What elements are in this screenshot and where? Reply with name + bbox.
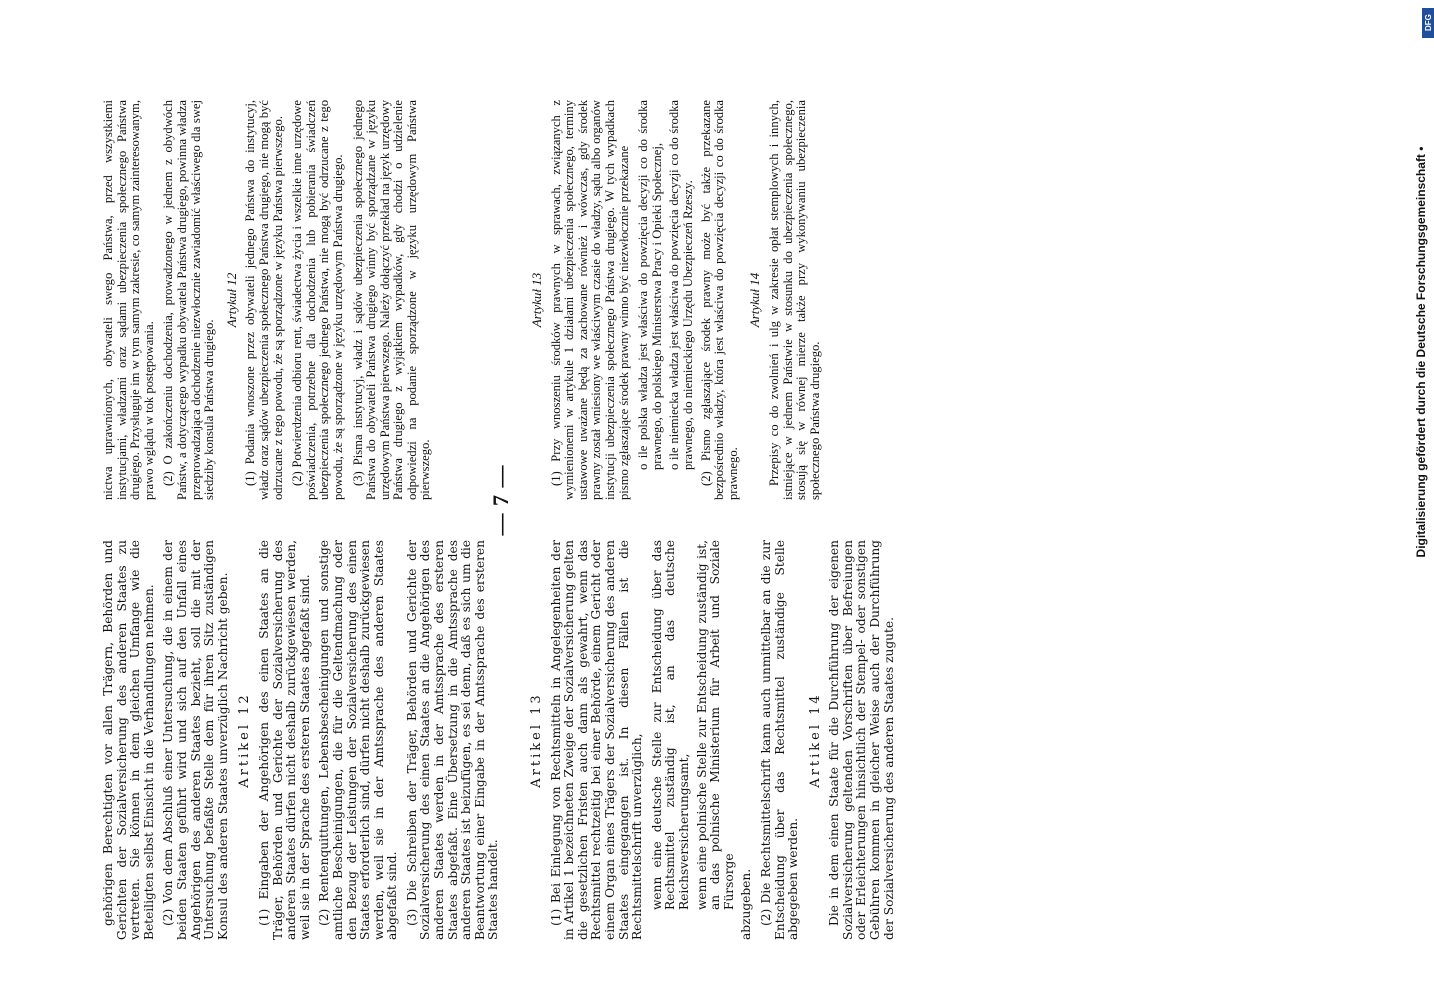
dfg-logo: DFG	[1422, 8, 1434, 38]
article-heading: Artikel 12	[237, 692, 253, 788]
article-heading: Artikel 14	[807, 692, 823, 788]
paragraph: nictwa uprawnionych, obywateli swego Państwa, przed wszystkiemi instytucjami, władzami oraz sądami ubezpieczenia społecznego Państwa drugiego. Przysługuje im w tym samym zakresie, co samym zainteresowanym, prawo wglądu w tok postępowania.	[101, 100, 156, 500]
paragraph: (2) Potwierdzenia odbioru rent, świadectwa życia i wszelkie inne urzędowe poświadczenia, potrzebne dla dochodzenia lub pobierania świadczeń ubezpieczenia społecznego jednego Państwa, nie mogą być odrzucane z tego powodu, że są sporządzone w języku urzędowym Państwa drugiego.	[290, 100, 345, 500]
polish-column-lower	[522, 100, 828, 500]
paragraph: Przepisy co do zwolnień i ulg w zakresie opłat stemplowych i innych, istniejące w jednem Państwie w stosunku do ubezpieczenia społecznego, stosują się w równej mierze także przy wykonywaniu ubezpieczenia społecznego Państwa drugiego.	[766, 100, 822, 500]
indented-clause: o ile niemiecka władza jest właściwa do powzięcia decyzji co do środka prawnego, do niemieckiego Urzędu Ubezpieczeń Rzeszy.	[667, 100, 695, 470]
paragraph: (2) Pismo zgłaszające środek prawny może być także przekazane bezpośrednio władzy, która jest właściwa do powzięcia decyzji co do środka prawnego.	[698, 100, 740, 500]
indented-clause: wenn eine deutsche Stelle zur Entscheidung über das Rechtsmittel zuständig ist, an das deutsche Reichsversicherungsamt,	[649, 540, 691, 910]
paragraph: (3) Die Schreiben der Träger, Behörden und Gerichte der Sozialversicherung des einen Staates an die Angehörigen des anderen Staates werden in der Amtssprache des ersteren Staates abgefaßt. Eine Übersetzung in die Amtssprache des anderen Staates ist beizufügen, es sei denn, daß es sich um die Beantwortung einer Eingabe in der Amtssprache des ersteren Staates handelt.	[404, 540, 501, 940]
indented-clause: o ile polska władza jest właściwa do powzięcia decyzji co do środka prawnego, do polskiego Ministerstwa Pracy i Opieki Społecznej,	[636, 100, 664, 470]
paragraph: (2) Rentenquittungen, Lebensbescheinigungen und sonstige amtliche Bescheinigungen, die für die Geltendmachung oder den Bezug der Leistungen der Sozialversicherung des einen Staates erforderlich sind, dürfen nicht deshalb zurückgewiesen werden, weil sie in der Amtssprache des anderen Staates abgefaßt sind.	[317, 540, 400, 940]
paragraph: (3) Pisma instytucyj, władz i sądów ubezpieczenia społecznego jednego Państwa do obywateli Państwa drugiego winny być sporządzane w języku urzędowym Państwa pierwszego. Należy dołączyć przekład na język urzędowy Państwa drugiego z wyjątkiem wypadków, gdy chodzi o udzielenie odpowiedzi na podanie sporządzone w języku urzędowym Państwa pierwszego.	[350, 100, 433, 500]
page-number: — 7 —	[488, 464, 513, 536]
article-heading: Artykuł 13	[529, 272, 544, 328]
paragraph: (2) O zakończeniu dochodzenia, prowadzonego w jednem z obydwóch Państw, a dotyczącego wypadku obywatela Państwa drugiego, powinna władza przeprowadzająca dochodzenie niezwłocznie zawiadomić właściwego dla swej siedziby konsula Państwa drugiego.	[161, 100, 217, 500]
paragraph: (1) Bei Einlegung von Rechtsmitteln in Angelegenheiten der in Artikel 1 bezeichneten Zweige der Sozialversicherung gelten die gesetzlichen Fristen auch dann als gewahrt, wenn das Rechtsmittel rechtzeitig bei einer Behörde, einem Gericht oder einem Organ eines Trägers der Sozialversicherung des anderen Staates eingegangen ist. In diesen Fällen ist die Rechtsmittelschrift unverzüglich,	[548, 540, 645, 940]
paragraph: abzugeben.	[739, 868, 754, 940]
rotated-sheet	[80, 60, 1380, 940]
paragraph: (1) Przy wnoszeniu środków prawnych w sprawach, związanych z wymienionemi w artykule 1 działami ubezpieczenia społecznego, terminy ustawowe uważane będą za zachowane również i wówczas, gdy środek prawny został wniesiony we właściwym czasie do władzy, sądu albo organów instytucji ubezpieczenia społecznego Państwa drugiego. W tych wypadkach pismo zgłaszające środek prawny winno być niezwłocznie przekazane	[548, 100, 631, 500]
indented-clause: wenn eine polnische Stelle zur Entscheidung zuständig ist, an das polnische Ministerium für Arbeit und Soziale Fürsorge	[694, 540, 736, 910]
polish-column-upper	[102, 100, 439, 500]
article-heading: Artykuł 14	[747, 272, 763, 328]
digitization-note: Digitalisierung gefördert durch die Deutsche Forschungsgemeinschaft •	[1414, 146, 1428, 558]
paragraph: Die in dem einen Staate für die Durchführung der eigenen Sozialversicherung geltenden Vorschriften über Befreiungen oder Erleichterungen hinsichtlich der Stempel- oder sonstigen Gebühren kommen in gleicher Weise auch der Durchführung der Sozialversicherung des anderen Staates zugute.	[827, 540, 896, 940]
article-heading: Artykuł 12	[223, 272, 239, 328]
german-column-lower	[522, 540, 902, 940]
paragraph: (2) Von dem Abschluß einer Untersuchung, die in einem der beiden Staaten geführt wird und sich auf den Unfall eines Angehörigen des anderen Staates bezieht, soll die mit der Untersuchung befaßte Stelle dem für ihren Sitz zuständigen Konsul des anderen Staates unverzüglich Nachricht geben.	[161, 540, 230, 940]
german-column-upper	[102, 540, 507, 940]
paragraph: gehörigen Berechtigten vor allen Trägern, Behörden und Gerichten der Sozialversicherung des anderen Staates zu vertreten. Sie können in dem gleichen Umfange wie die Beteiligten selbst Einsicht in die Verhandlungen nehmen.	[101, 540, 156, 940]
paragraph: (1) Eingaben der Angehörigen des einen Staates an die Träger, Behörden und Gerichte der Sozialversicherung des anderen Staates dürfen nicht deshalb zurückgewiesen werden, weil sie in der Sprache des ersteren Staates abgefaßt sind.	[256, 540, 312, 940]
paragraph: (1) Podania wnoszone przez obywateli jednego Państwa do instytucyj, władz oraz sądów ubezpieczenia społecznego Państwa drugiego, nie mogą być odrzucane z tego powodu, że są sporządzone w języku Państwa pierwszego.	[243, 100, 285, 500]
paragraph: (2) Die Rechtsmittelschrift kann auch unmittelbar an die zur Entscheidung über das Rechtsmittel zuständige Stelle abgegeben werden.	[758, 540, 801, 940]
article-heading: Artikel 13	[529, 692, 544, 788]
